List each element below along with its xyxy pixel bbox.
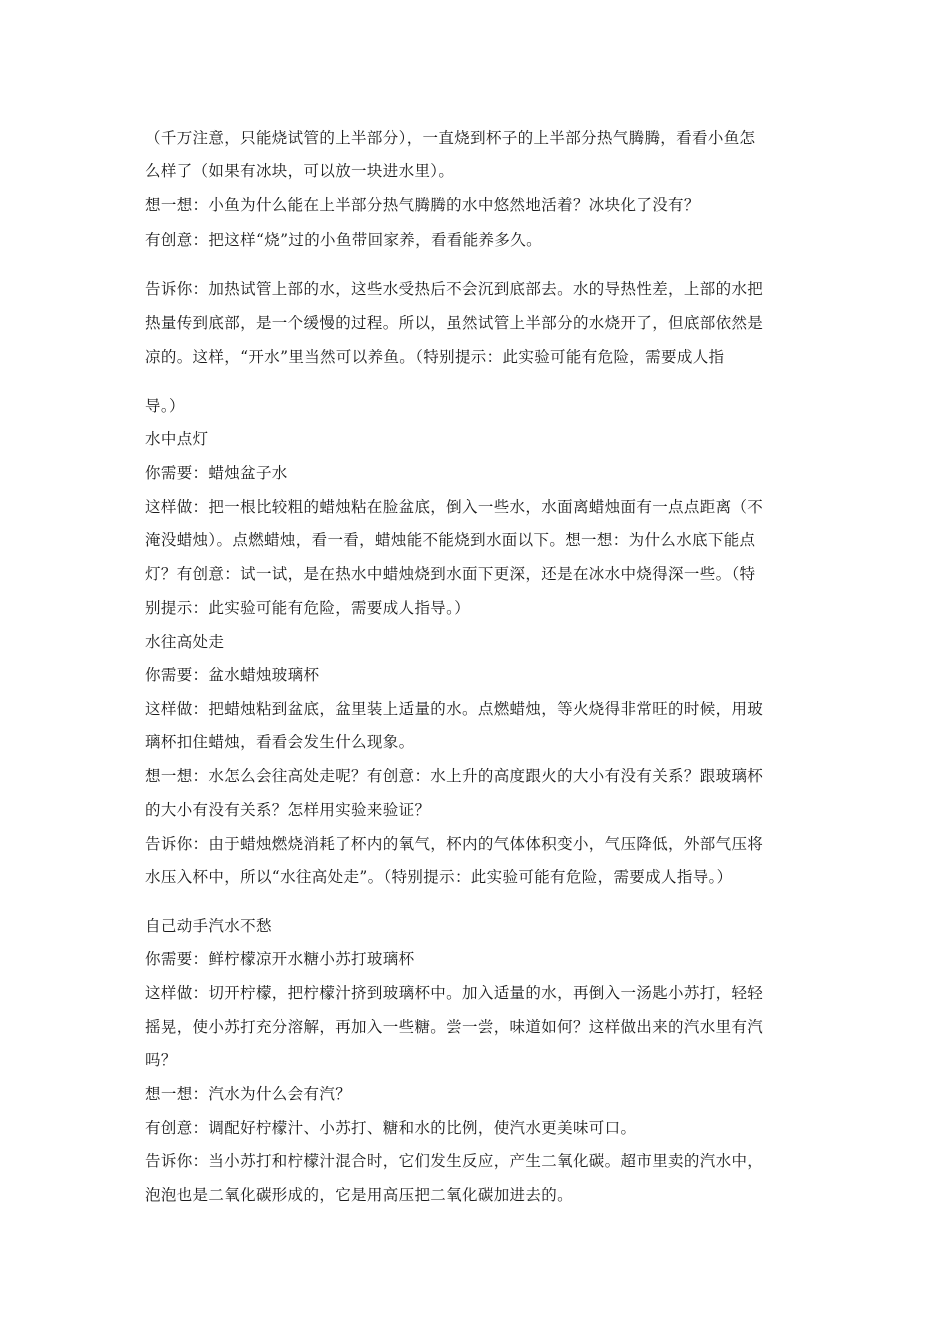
text-line: 吗？ — [145, 1051, 177, 1069]
text-line: 告诉你：当小苏打和柠檬汁混合时，它们发生反应，产生二氧化碳。超市里卖的汽水中， — [145, 1152, 764, 1170]
text-line: 凉的。这样，“开水”里当然可以养鱼。（特别提示：此实验可能有危险，需要成人指 — [145, 348, 725, 366]
text-line: 淹没蜡烛）。点燃蜡烛，看一看，蜡烛能不能烧到水面以下。想一想：为什么水底下能点 — [145, 531, 756, 549]
text-line: 导。） — [145, 397, 185, 415]
section-title: 自己动手汽水不愁 — [145, 917, 272, 935]
text-line: 这样做：切开柠檬，把柠檬汁挤到玻璃杯中。加入适量的水，再倒入一汤匙小苏打，轻轻 — [145, 984, 764, 1002]
text-line: 告诉你：加热试管上部的水，这些水受热后不会沉到底部去。水的导热性差，上部的水把 — [145, 280, 764, 298]
text-line: 这样做：把一根比较粗的蜡烛粘在脸盆底，倒入一些水，水面离蜡烛面有一点点距离（不 — [145, 498, 764, 516]
text-line: 水压入杯中，所以“水往高处走”。（特别提示：此实验可能有危险，需要成人指导。） — [145, 868, 733, 886]
text-line: 告诉你：由于蜡烛燃烧消耗了杯内的氧气，杯内的气体体积变小，气压降低，外部气压将 — [145, 835, 764, 853]
text-line: 你需要：鲜柠檬凉开水糖小苏打玻璃杯 — [145, 950, 415, 968]
text-line: 的大小有没有关系？怎样用实验来验证？ — [145, 801, 431, 819]
text-line: 泡泡也是二氧化碳形成的，它是用高压把二氧化碳加进去的。 — [145, 1186, 573, 1204]
text-line: 这样做：把蜡烛粘到盆底，盆里装上适量的水。点燃蜡烛，等火烧得非常旺的时候，用玻 — [145, 700, 764, 718]
text-line: 想一想：小鱼为什么能在上半部分热气腾腾的水中悠然地活着？冰块化了没有？ — [145, 196, 700, 214]
text-line: 有创意：调配好柠檬汁、小苏打、糖和水的比例，使汽水更美味可口。 — [145, 1119, 637, 1137]
text-line: 摇晃，使小苏打充分溶解，再加入一些糖。尝一尝，味道如何？这样做出来的汽水里有汽 — [145, 1018, 764, 1036]
text-line: 有创意：把这样“烧”过的小鱼带回家养，看看能养多久。 — [145, 231, 542, 249]
text-line: 热量传到底部，是一个缓慢的过程。所以，虽然试管上半部分的水烧开了，但底部依然是 — [145, 314, 764, 332]
text-line: 么样了（如果有冰块，可以放一块进水里）。 — [145, 162, 455, 180]
text-line: 想一想：水怎么会往高处走呢？有创意：水上升的高度跟火的大小有没有关系？跟玻璃杯 — [145, 767, 764, 785]
text-line: （千万注意，只能烧试管的上半部分），一直烧到杯子的上半部分热气腾腾，看看小鱼怎 — [145, 129, 756, 147]
text-line: 你需要：蜡烛盆子水 — [145, 464, 288, 482]
text-line: 想一想：汽水为什么会有汽？ — [145, 1085, 352, 1103]
text-line: 你需要：盆水蜡烛玻璃杯 — [145, 666, 320, 684]
section-title: 水往高处走 — [145, 633, 225, 651]
text-line: 别提示：此实验可能有危险，需要成人指导。） — [145, 599, 471, 617]
text-line: 璃杯扣住蜡烛，看看会发生什么现象。 — [145, 733, 415, 751]
text-line: 灯？有创意：试一试，是在热水中蜡烛烧到水面下更深，还是在冰水中烧得深一些。（特 — [145, 565, 756, 583]
section-title: 水中点灯 — [145, 430, 209, 448]
